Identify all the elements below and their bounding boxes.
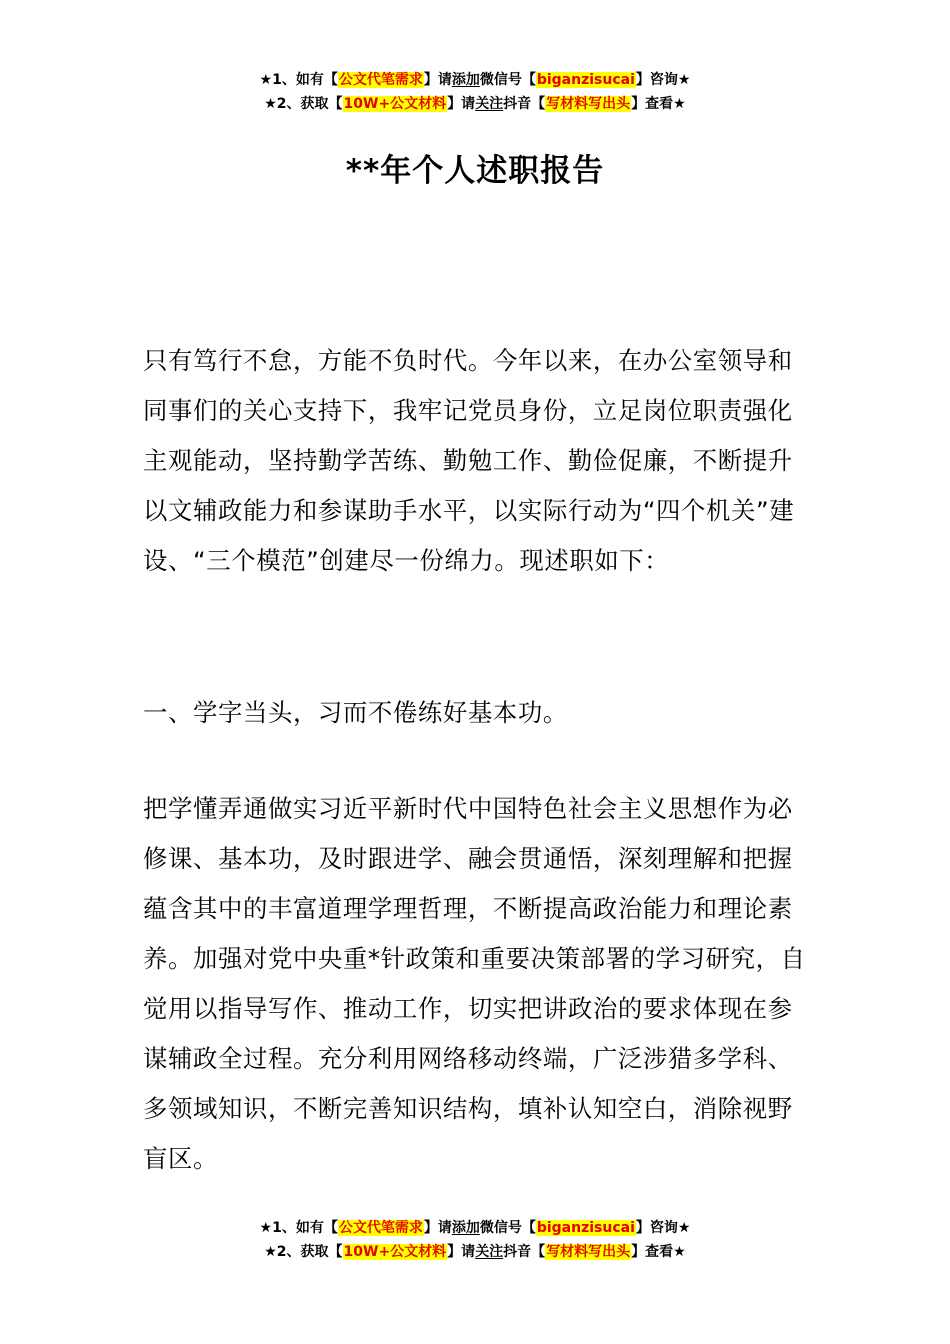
- intro-paragraph-block: [143, 336, 808, 586]
- footer-line-1-prefix: ★1、如有【: [259, 1220, 338, 1236]
- section-1-body: 把学懂弄通做实习近平新时代中国特色社会主义思想作为必修课、基本功，及时跟进学、融会贯通悟，深刻理解和把握蕴含其中的丰富道理学理哲理，不断提高政治能力和理论素养。加强对党中央重*针政策和重要决策部署的学习研究，自觉用以指导写作、推动工作，切实把讲政治的要求体现在参谋辅政全过程。充分利用网络移动终端，广泛涉猎多学科、多领域知识，不断完善知识结构，填补认知空白，消除视野盲区。: [143, 794, 806, 1173]
- document-title: **年个人述职报告: [345, 153, 605, 189]
- banner-line-2-highlight-2: 写材料写出头: [546, 96, 631, 112]
- intro-paragraph: 只有笃行不怠，方能不负时代。今年以来，在办公室领导和同事们的关心支持下，我牢记党员身份，立足岗位职责强化主观能动，坚持勤学苦练、勤勉工作、勤俭促廉，不断提升以文辅政能力和参谋助手水平，以实际行动为“四个机关”建设、“三个模范”创建尽一份绵力。现述职如下：: [143, 346, 795, 575]
- banner-line-1-underlined: 添加: [451, 72, 480, 88]
- banner-line-2-mid-2: 抖音【: [503, 96, 546, 112]
- footer-banner: [0, 1216, 950, 1264]
- footer-line-1-underlined: 添加: [451, 1220, 480, 1236]
- footer-line-2-mid-2: 抖音【: [503, 1244, 546, 1260]
- footer-banner-line-2: [0, 1240, 950, 1264]
- banner-line-1-highlight-1: 公文代笔需求: [338, 72, 423, 88]
- banner-line-1: [0, 68, 950, 92]
- banner-line-2-underlined: 关注: [475, 96, 504, 112]
- footer-line-2-highlight-2: 写材料写出头: [546, 1244, 631, 1260]
- footer-line-2-underlined: 关注: [475, 1244, 504, 1260]
- footer-line-2-highlight-1: 10W+公文材料: [343, 1244, 447, 1260]
- banner-line-2: [0, 92, 950, 116]
- footer-line-2-mid-1: 】请: [447, 1244, 476, 1260]
- footer-line-1-highlight-2: biganzisucai: [536, 1220, 635, 1236]
- footer-line-2-prefix: ★2、获取【: [264, 1244, 343, 1260]
- header-banner: [0, 68, 950, 116]
- footer-line-1-suffix: 】咨询★: [635, 1220, 691, 1236]
- section-1-heading: 一、学字当头，习而不倦练好基本功。: [143, 698, 568, 727]
- section-1-body-block: [143, 784, 808, 1184]
- banner-line-1-highlight-2: biganzisucai: [536, 72, 635, 88]
- banner-line-1-mid-1: 】请: [423, 72, 452, 88]
- footer-line-1-highlight-1: 公文代笔需求: [338, 1220, 423, 1236]
- banner-line-1-suffix: 】咨询★: [635, 72, 691, 88]
- banner-line-2-highlight-1: 10W+公文材料: [343, 96, 447, 112]
- footer-banner-line-1: [0, 1216, 950, 1240]
- banner-line-1-mid-2: 微信号【: [479, 72, 536, 88]
- banner-line-2-suffix: 】查看★: [631, 96, 686, 112]
- banner-line-1-prefix: ★1、如有【: [259, 72, 338, 88]
- banner-line-2-mid-1: 】请: [447, 96, 476, 112]
- banner-line-2-prefix: ★2、获取【: [264, 96, 343, 112]
- footer-line-1-mid-1: 】请: [423, 1220, 452, 1236]
- footer-line-2-suffix: 】查看★: [631, 1244, 686, 1260]
- footer-line-1-mid-2: 微信号【: [479, 1220, 536, 1236]
- section-1-heading-block: [143, 688, 808, 738]
